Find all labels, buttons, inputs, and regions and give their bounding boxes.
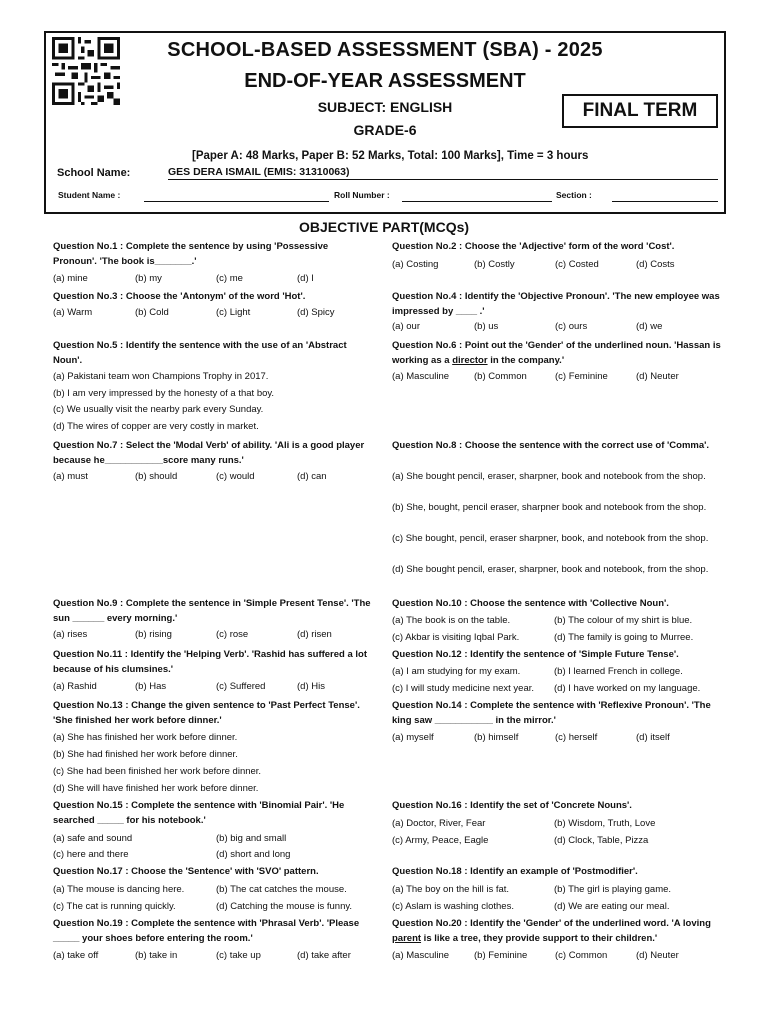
option[interactable]: (c) here and there xyxy=(53,849,129,860)
option[interactable]: (d) we xyxy=(636,321,663,332)
option[interactable]: (c) She bought, pencil, eraser sharpner, book, and notebook from the shop. xyxy=(392,533,709,544)
option[interactable]: (c) Aslam is washing clothes. xyxy=(392,901,514,912)
question-20 xyxy=(392,917,722,946)
question-text: Complete the sentence in 'Simple Present Tense'. 'The sun ______ every morning.' xyxy=(53,598,371,624)
question-label: Question No.12 : xyxy=(392,649,468,660)
option[interactable]: (a) Costing xyxy=(392,259,439,270)
option[interactable]: (b) us xyxy=(474,321,499,332)
marks-info: [Paper A: 48 Marks, Paper B: 52 Marks, Total: 100 Marks], Time = 3 hours xyxy=(192,150,589,162)
option[interactable]: (c) Light xyxy=(216,307,251,318)
question-6 xyxy=(392,339,722,368)
option[interactable]: (c) Army, Peace, Eagle xyxy=(392,835,489,846)
question-18 xyxy=(392,865,722,880)
question-label: Question No.6 : xyxy=(392,340,463,351)
option[interactable]: (a) Masculine xyxy=(392,371,450,382)
option[interactable]: (b) big and small xyxy=(216,833,287,844)
question-text: Complete the sentence with 'Reflexive Pronoun'. 'The king saw ___________ in the mirror.' xyxy=(392,700,711,726)
question-label: Question No.7 : xyxy=(53,440,124,451)
option[interactable]: (a) I am studying for my exam. xyxy=(392,666,521,677)
option[interactable]: (c) Costed xyxy=(555,259,599,270)
school-name-label: School Name: xyxy=(57,167,131,179)
option[interactable]: (d) Catching the mouse is funny. xyxy=(216,901,353,912)
question-label: Question No.13 : xyxy=(53,700,129,711)
option[interactable]: (b) The girl is playing game. xyxy=(554,884,672,895)
option[interactable]: (c) ours xyxy=(555,321,588,332)
option[interactable]: (b) She had finished her work before dinner. xyxy=(53,749,238,760)
question-label: Question No.2 : xyxy=(392,241,463,252)
option[interactable]: (d) We are eating our meal. xyxy=(554,901,670,912)
option[interactable]: (d) Neuter xyxy=(636,371,679,382)
option[interactable]: (b) Wisdom, Truth, Love xyxy=(554,818,656,829)
option[interactable]: (c) We usually visit the nearby park every Sunday. xyxy=(53,404,264,415)
option[interactable]: (c) take up xyxy=(216,950,261,961)
roll-number-field[interactable] xyxy=(402,201,552,202)
option[interactable]: (b) The colour of my shirt is blue. xyxy=(554,615,693,626)
option[interactable]: (c) She had been finished her work before dinner. xyxy=(53,766,262,777)
question-label: Question No.18 : xyxy=(392,866,468,877)
option[interactable]: (c) would xyxy=(216,471,255,482)
question-11 xyxy=(53,648,373,677)
option[interactable]: (c) Feminine xyxy=(555,371,608,382)
option[interactable]: (a) Masculine xyxy=(392,950,450,961)
option[interactable]: (a) mine xyxy=(53,273,88,284)
question-19 xyxy=(53,917,373,946)
question-text: in the company.' xyxy=(487,354,565,366)
option[interactable]: (b) I learned French in college. xyxy=(554,666,683,677)
option[interactable]: (d) I xyxy=(297,273,314,284)
underlined-word: parent xyxy=(392,932,422,944)
question-text: Choose the 'Adjective' form of the word 'Cost'. xyxy=(464,241,675,252)
question-13 xyxy=(53,699,373,728)
option[interactable]: (c) herself xyxy=(555,732,598,743)
option[interactable]: (b) She, bought, pencil eraser, sharpner book and notebook from the shop. xyxy=(392,502,707,513)
option[interactable]: (d) can xyxy=(297,471,327,482)
question-4 xyxy=(392,290,722,319)
option[interactable]: (b) should xyxy=(135,471,178,482)
option[interactable]: (a) She has finished her work before dinner. xyxy=(53,732,238,743)
option[interactable]: (c) Common xyxy=(555,950,608,961)
option[interactable]: (d) His xyxy=(297,681,325,692)
question-label: Question No.15 : xyxy=(53,800,129,811)
question-17 xyxy=(53,865,373,880)
question-text: Identify the sentence of 'Simple Future Tense'. xyxy=(470,649,679,660)
option[interactable]: (d) Spicy xyxy=(297,307,335,318)
option[interactable]: (a) Rashid xyxy=(53,681,97,692)
question-1 xyxy=(53,240,373,269)
option[interactable]: (b) himself xyxy=(474,732,519,743)
question-label: Question No.10 : xyxy=(392,598,468,609)
question-label: Question No.11 : xyxy=(53,649,128,660)
question-3 xyxy=(53,290,373,305)
question-text: is like a tree, they provide support to their children.' xyxy=(421,932,658,944)
question-text: Identify the 'Helping Verb'. 'Rashid has suffered a lot because of his clumsines.' xyxy=(53,649,368,675)
option[interactable]: (d) The wires of copper are very costly in market. xyxy=(53,421,259,432)
option[interactable]: (a) rises xyxy=(53,629,88,640)
school-name-value: GES DERA ISMAIL (EMIS: 31310063) xyxy=(168,166,718,180)
question-10 xyxy=(392,597,722,612)
student-name-field[interactable] xyxy=(144,201,329,202)
option[interactable]: (b) rising xyxy=(135,629,172,640)
option[interactable]: (d) She will have finished her work before dinner. xyxy=(53,783,259,794)
student-name-label: Student Name : xyxy=(58,190,121,200)
question-label: Question No.14 : xyxy=(392,700,468,711)
question-16 xyxy=(392,799,722,814)
question-text: Choose the 'Antonym' of the word 'Hot'. xyxy=(125,291,306,302)
option[interactable]: (a) The book is on the table. xyxy=(392,615,511,626)
question-2 xyxy=(392,240,722,255)
question-text: Choose the sentence with the correct use of 'Comma'. xyxy=(464,440,710,451)
option[interactable]: (d) Neuter xyxy=(636,950,679,961)
roll-number-label: Roll Number : xyxy=(334,190,390,200)
question-text: Point out the 'Gender' of the underlined noun. 'Hassan is working as a xyxy=(392,340,721,366)
option[interactable]: (a) Doctor, River, Fear xyxy=(392,818,486,829)
option[interactable]: (b) Cold xyxy=(135,307,169,318)
option[interactable]: (d) itself xyxy=(636,732,670,743)
assessment-title: SCHOOL-BASED ASSESSMENT (SBA) - 2025 xyxy=(167,39,603,61)
option[interactable]: (b) my xyxy=(135,273,162,284)
question-text: Choose the 'Sentence' with 'SVO' pattern. xyxy=(131,866,319,877)
option[interactable]: (d) risen xyxy=(297,629,332,640)
question-label: Question No.8 : xyxy=(392,440,463,451)
option[interactable]: (b) Costly xyxy=(474,259,515,270)
option[interactable]: (c) I will study medicine next year. xyxy=(392,683,535,694)
term-badge: FINAL TERM xyxy=(562,94,718,128)
option[interactable]: (d) I have worked on my language. xyxy=(554,683,701,694)
option[interactable]: (b) Has xyxy=(135,681,167,692)
question-8 xyxy=(392,439,722,454)
question-text: Complete the sentence by using 'Possessive Pronoun'. 'The book is_______.' xyxy=(53,241,329,267)
question-text: Complete the sentence with 'Binomial Pair'. 'He searched _____ for his notebook.' xyxy=(53,800,345,826)
option[interactable]: (c) Suffered xyxy=(216,681,266,692)
option[interactable]: (d) Costs xyxy=(636,259,675,270)
option[interactable]: (c) rose xyxy=(216,629,249,640)
question-12 xyxy=(392,648,722,663)
question-15 xyxy=(53,799,373,828)
option[interactable]: (b) Common xyxy=(474,371,527,382)
question-text: Change the given sentence to 'Past Perfect Tense'. 'She finished her work before dinner.' xyxy=(53,700,360,726)
option[interactable]: (a) Warm xyxy=(53,307,93,318)
option[interactable]: (b) Feminine xyxy=(474,950,528,961)
option[interactable]: (c) The cat is running quickly. xyxy=(53,901,176,912)
option[interactable]: (a) The boy on the hill is fat. xyxy=(392,884,510,895)
question-label: Question No.16 : xyxy=(392,800,468,811)
option[interactable]: (d) She bought pencil, eraser, sharpner, book and notebook, from the shop. xyxy=(392,564,709,575)
option[interactable]: (c) me xyxy=(216,273,243,284)
question-label: Question No.5 : xyxy=(53,340,124,351)
question-text: Choose the sentence with 'Collective Noun'. xyxy=(470,598,669,609)
question-text: Identify the 'Gender' of the underlined word. 'A loving xyxy=(470,918,711,929)
option[interactable]: (a) The mouse is dancing here. xyxy=(53,884,185,895)
question-7 xyxy=(53,439,373,468)
option[interactable]: (a) safe and sound xyxy=(53,833,133,844)
question-label: Question No.9 : xyxy=(53,598,124,609)
option[interactable]: (d) take after xyxy=(297,950,351,961)
section-field[interactable] xyxy=(612,201,718,202)
option[interactable]: (a) must xyxy=(53,471,88,482)
question-label: Question No.4 : xyxy=(392,291,463,302)
option[interactable]: (d) The family is going to Murree. xyxy=(554,632,694,643)
question-text: Select the 'Modal Verb' of ability. 'Ali is a good player because he___________score many runs.' xyxy=(53,440,365,466)
assessment-subtitle: END-OF-YEAR ASSESSMENT xyxy=(244,70,526,92)
option[interactable]: (a) She bought pencil, eraser, sharpner, book and notebook from the shop. xyxy=(392,471,706,482)
option[interactable]: (b) I am very impressed by the honesty of a that boy. xyxy=(53,388,275,399)
option[interactable]: (a) Pakistani team won Champions Trophy in 2017. xyxy=(53,371,269,382)
option[interactable]: (b) take in xyxy=(135,950,178,961)
option[interactable]: (a) our xyxy=(392,321,420,332)
section-title: OBJECTIVE PART(MCQs) xyxy=(298,219,470,235)
question-5 xyxy=(53,339,373,368)
option[interactable]: (b) The cat catches the mouse. xyxy=(216,884,347,895)
option[interactable]: (c) Akbar is visiting Iqbal Park. xyxy=(392,632,520,643)
option[interactable]: (d) short and long xyxy=(216,849,291,860)
question-14 xyxy=(392,699,722,728)
option[interactable]: (d) Clock, Table, Pizza xyxy=(554,835,649,846)
question-label: Question No.20 : xyxy=(392,918,468,929)
question-label: Question No.19 : xyxy=(53,918,129,929)
subject-label: SUBJECT: ENGLISH xyxy=(317,99,453,115)
question-text: Complete the sentence with 'Phrasal Verb'. 'Please _____ your shoes before entering the room.' xyxy=(53,918,360,944)
question-label: Question No.1 : xyxy=(53,241,124,252)
header-box xyxy=(44,31,726,214)
option[interactable]: (a) myself xyxy=(392,732,434,743)
question-label: Question No.17 : xyxy=(53,866,129,877)
option[interactable]: (a) take off xyxy=(53,950,99,961)
grade-label: GRADE-6 xyxy=(353,122,417,138)
question-text: Identify the sentence with the use of an 'Abstract Noun'. xyxy=(53,340,347,366)
question-text: Identify an example of 'Postmodifier'. xyxy=(470,866,638,877)
question-label: Question No.3 : xyxy=(53,291,124,302)
underlined-word: director xyxy=(452,354,488,366)
section-label: Section : xyxy=(556,190,592,200)
question-text: Identify the 'Objective Pronoun'. 'The new employee was impressed by ____ .' xyxy=(392,291,720,317)
question-text: Identify the set of 'Concrete Nouns'. xyxy=(470,800,632,811)
question-9 xyxy=(53,597,373,626)
